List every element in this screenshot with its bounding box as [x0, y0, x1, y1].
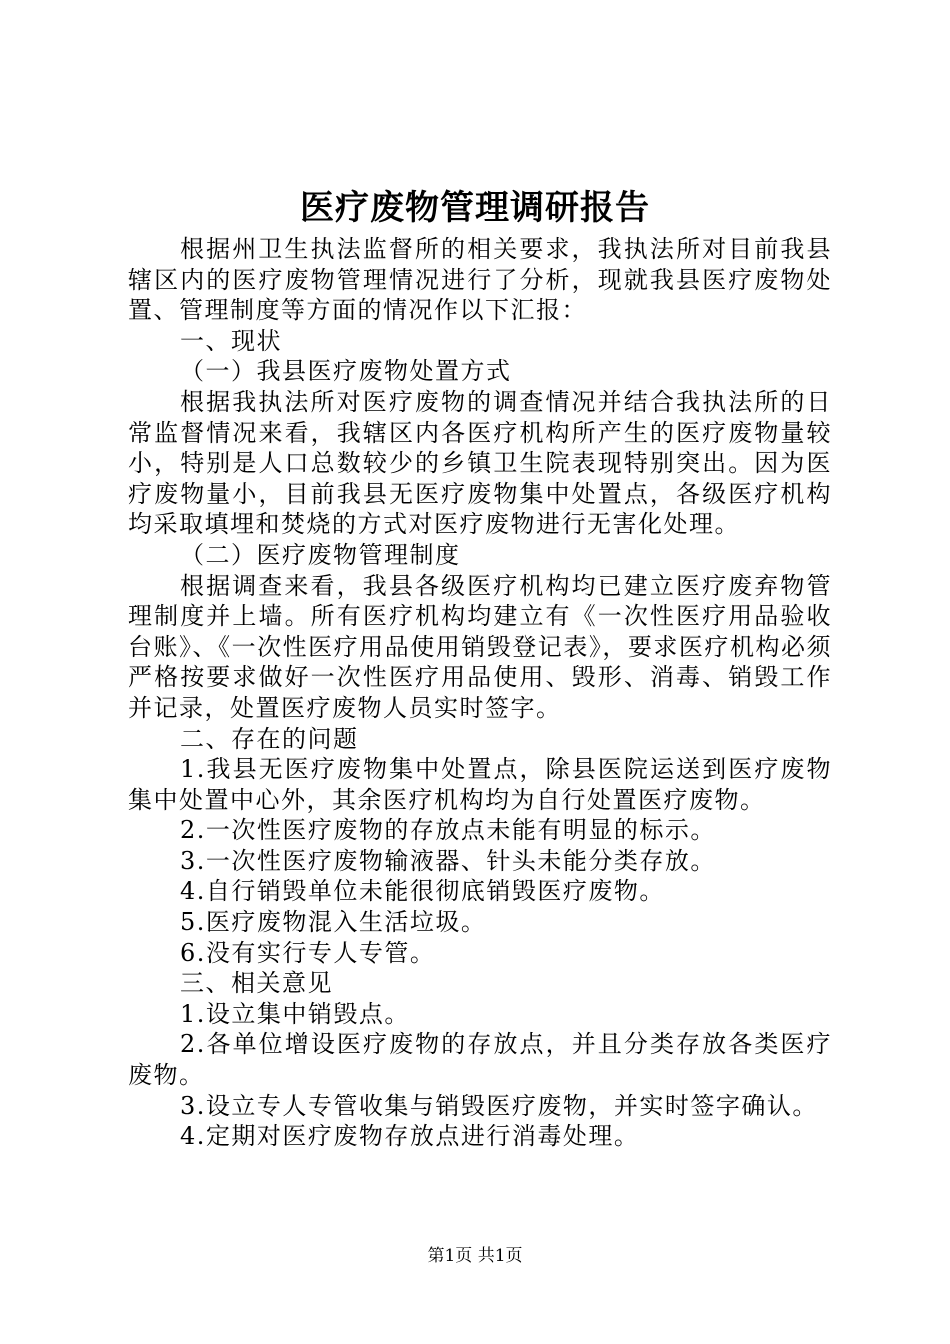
problem-item-2: 2.一次性医疗废物的存放点未能有明显的标示。 [180, 816, 716, 845]
section-heading-status: 一、现状 [180, 326, 282, 355]
problem-item-3: 3.一次性医疗废物输液器、针头未能分类存放。 [180, 846, 716, 875]
management-paragraph: 根据调查来看，我县各级医疗机构均已建立医疗废弃物管理制度并上墙。所有医疗机构均建立有《一次性医疗用品验收台账》、《一次性医疗用品使用销毁登记表》，要求医疗机构必须严格按要求做好一次性医疗用品使用、毁形、消毒、销毁工作并记录，处置医疗废物人员实时签字。 [128, 571, 832, 722]
opinion-item-2: 2.各单位增设医疗废物的存放点，并且分类存放各类医疗废物。 [128, 1030, 832, 1090]
opinion-item-4: 4.定期对医疗废物存放点进行消毒处理。 [180, 1122, 640, 1151]
problem-item-4: 4.自行销毁单位未能很彻底销毁医疗废物。 [180, 877, 665, 906]
subsection-heading-disposal: （一）我县医疗废物处置方式 [180, 357, 512, 386]
section-heading-problems: 二、存在的问题 [180, 724, 359, 753]
subsection-heading-management: （二）医疗废物管理制度 [180, 540, 461, 569]
disposal-paragraph: 根据我执法所对医疗废物的调查情况并结合我执法所的日常监督情况来看，我辖区内各医疗机构所产生的医疗废物量较小，特别是人口总数较少的乡镇卫生院表现特别突出。因为医疗废物量小，目前我县无医疗废物集中处置点，各级医疗机构均采取填埋和焚烧的方式对医疗废物进行无害化处理。 [128, 387, 832, 539]
opinion-item-3: 3.设立专人专管收集与销毁医疗废物，并实时签字确认。 [180, 1091, 818, 1120]
problem-item-1: 1.我县无医疗废物集中处置点，除县医院运送到医疗废物集中处置中心外，其余医疗机构均为自行处置医疗废物。 [128, 755, 832, 814]
document-title: 医疗废物管理调研报告 [300, 188, 650, 228]
intro-paragraph: 根据州卫生执法监督所的相关要求，我执法所对目前我县辖区内的医疗废物管理情况进行了分析，现就我县医疗废物处置、管理制度等方面的情况作以下汇报： [128, 235, 832, 325]
document-body [128, 234, 832, 1152]
opinion-item-1: 1.设立集中销毁点。 [180, 999, 410, 1028]
section-heading-opinions: 三、相关意见 [180, 969, 333, 998]
problem-item-5: 5.医疗废物混入生活垃圾。 [180, 908, 487, 937]
page-footer: 第1页 共1页 [427, 1246, 523, 1266]
problem-item-6: 6.没有实行专人专管。 [180, 938, 436, 967]
